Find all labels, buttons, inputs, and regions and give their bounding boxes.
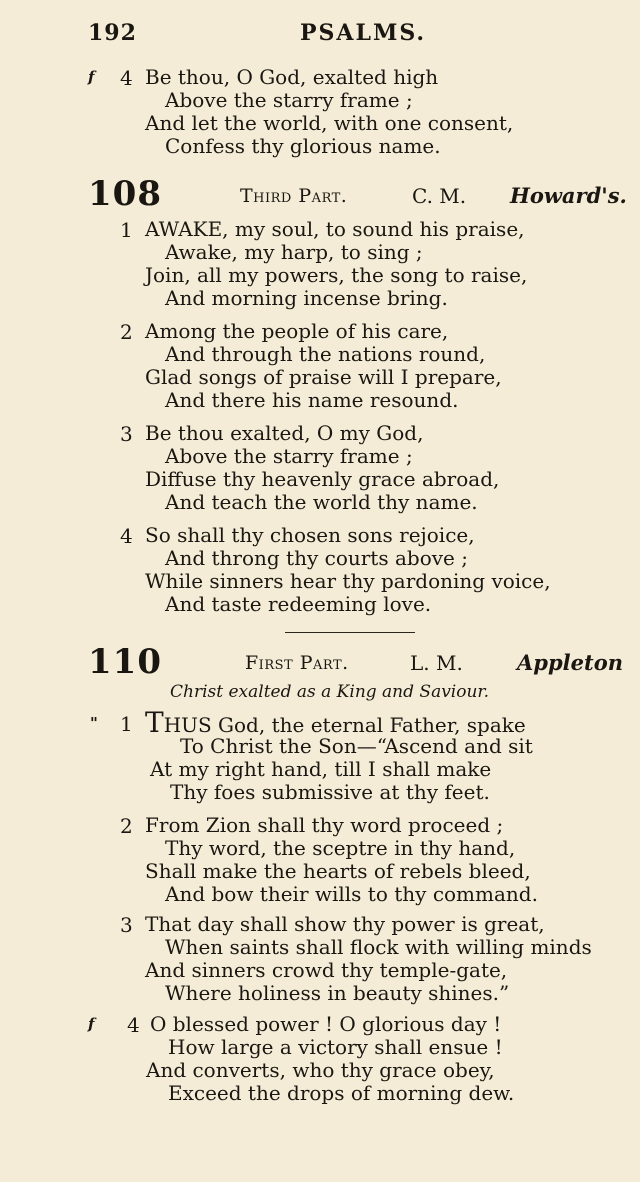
tune-name: Appleton: [517, 650, 623, 675]
verse-line: So shall thy chosen sons rejoice,: [145, 523, 475, 547]
verse-line: And taste redeeming love.: [165, 592, 432, 616]
verse-number: 4: [127, 1013, 140, 1037]
verse-line: Confess thy glorious name.: [165, 134, 441, 158]
verse-line: And through the nations round,: [165, 342, 486, 366]
verse-line: Above the starry frame ;: [165, 444, 413, 468]
verse-line: Glad songs of praise will I prepare,: [145, 365, 502, 389]
verse-line: And there his name resound.: [165, 388, 459, 412]
verse-line: And sinners crowd thy temple-gate,: [145, 958, 508, 982]
verse-number: 2: [120, 814, 133, 838]
verse-line: Where holiness in beauty shines.”: [165, 981, 510, 1005]
verse-line: O blessed power ! O glorious day !: [150, 1012, 502, 1036]
verse-number: 3: [120, 913, 133, 937]
verse-line: How large a victory shall ensue !: [168, 1035, 503, 1059]
verse-line: And throng thy courts above ;: [165, 546, 468, 570]
verse-line: Be thou exalted, O my God,: [145, 421, 424, 445]
verse-number: 2: [120, 320, 133, 344]
tune-name: Howard's.: [510, 183, 627, 208]
verse-line: And converts, who thy grace obey,: [146, 1058, 495, 1082]
verse-number: 1: [120, 218, 133, 242]
verse-line: Diffuse thy heavenly grace abroad,: [145, 467, 500, 491]
dynamic-mark: ": [90, 714, 98, 732]
verse-line: Thy foes submissive at thy feet.: [170, 780, 490, 804]
section-divider: [285, 632, 415, 633]
verse-line: Among the people of his care,: [145, 319, 449, 343]
hymn-108-heading: [0, 174, 640, 214]
hymn-meter: L. M.: [410, 651, 463, 675]
verse-number: 4: [120, 524, 133, 548]
verse-line: When saints shall flock with willing minds: [165, 935, 592, 959]
verse-line: Join, all my powers, the song to raise,: [145, 263, 528, 287]
verse-number: 3: [120, 422, 133, 446]
hymn-number: 110: [88, 642, 162, 682]
verse-line: Be thou, O God, exalted high: [145, 65, 439, 89]
verse-line: From Zion shall thy word proceed ;: [145, 813, 504, 837]
verse-line: And bow their wills to thy command.: [165, 882, 538, 906]
verse-line: AWAKE, my soul, to sound his praise,: [145, 217, 525, 241]
verse-line: While sinners hear thy pardoning voice,: [145, 569, 551, 593]
hymn-meter: C. M.: [412, 184, 467, 208]
drop-cap: T: [145, 706, 164, 739]
verse-number: 1: [120, 712, 133, 736]
first-line-rest: HUS God, the eternal Father, spake: [163, 713, 526, 737]
verse-number: 4: [120, 66, 133, 90]
running-title: PSALMS.: [300, 20, 427, 46]
hymn-part: Third Part.: [240, 185, 348, 207]
hymn-number: 108: [88, 174, 162, 214]
hymn-110-heading: [0, 642, 640, 682]
verse-line: And morning incense bring.: [165, 286, 448, 310]
verse-line: Awake, my harp, to sing ;: [165, 240, 423, 264]
hymn-subtitle: Christ exalted as a King and Saviour.: [170, 682, 490, 702]
verse-line: And let the world, with one consent,: [145, 111, 514, 135]
verse-line: At my right hand, till I shall make: [150, 757, 492, 781]
dynamic-mark: f: [88, 68, 95, 86]
verse-line: Above the starry frame ;: [165, 88, 413, 112]
verse-line: That day shall show thy power is great,: [145, 912, 545, 936]
hymn-part: First Part.: [245, 652, 349, 674]
dynamic-mark: f: [88, 1015, 95, 1033]
verse-line: [145, 706, 526, 739]
verse-line: Exceed the drops of morning dew.: [168, 1081, 515, 1105]
verse-line: Thy word, the sceptre in thy hand,: [165, 836, 516, 860]
verse-line: To Christ the Son—“Ascend and sit: [180, 734, 533, 758]
verse-line: And teach the world thy name.: [165, 490, 478, 514]
verse-line: Shall make the hearts of rebels bleed,: [145, 859, 531, 883]
page-number: 192: [88, 20, 137, 46]
page-header: [0, 20, 640, 50]
